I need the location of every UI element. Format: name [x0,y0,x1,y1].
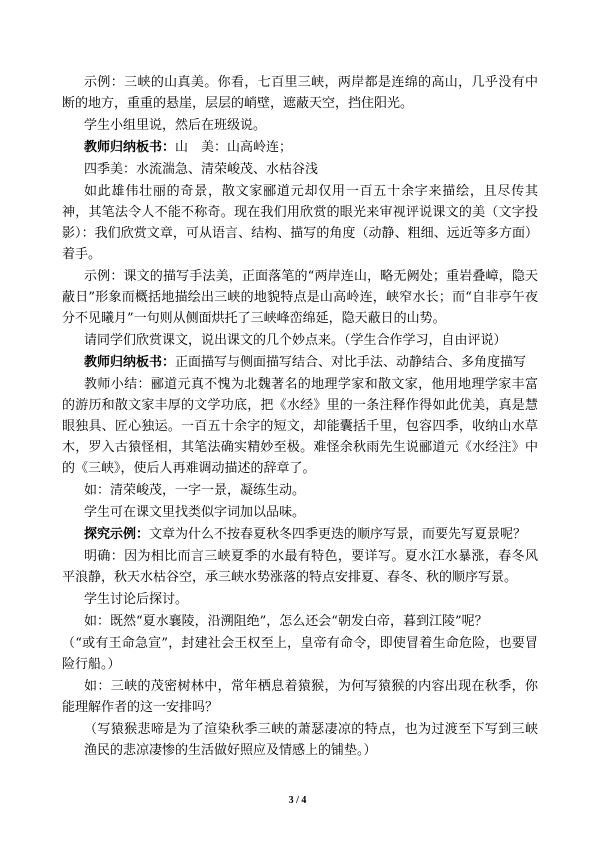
paragraph-question-monkey: 如：三峡的茂密树林中，常年栖息着猿猴，为何写猿猴的内容出现在秋季，你能理解作者的这一安排吗？ [62,679,538,715]
paragraph-clarification: 明确：因为相比而言三峡夏季的水最有特色，要详写。夏水江水暴涨，春冬风平浪静，秋天水枯谷空，承三峡水势涨落的特点安排夏、春冬、秋的顺序写景。 [62,549,538,585]
document-body [62,72,538,762]
paragraph-four-seasons: 四季美：水流湍急、清荣峻茂、水枯谷浅 [84,162,319,177]
paragraph-student-discuss: 学生讨论后探讨。 [84,592,189,607]
paragraph-appreciation-intro: 如此雄伟壮丽的奇景，散文家郦道元却仅用一百五十余字来描绘，且尽传其神，其笔法令人不能不称奇。现在我们用欣赏的眼光来审视评说课文的美（文字投影）：我们欣赏文章，可从语言、结构、描写的角度（动静、粗细、远近等多方面）着手。 [62,184,538,262]
paragraph-teacher-summary: 教师小结：郦道元真不愧为北魏著名的地理学家和散文家，他用地理学家丰富的游历和散文家丰厚的文学功底，把《水经》里的一条注释作得如此优美，真是慧眼独具、匠心独运。一百五十余字的短文，却能囊括千里，包容四季，收纳山水草木，罗入古猿怪相，其笔法确实精妙至极。难怪余秋雨先生说郦道元《水经注》中的《三峡》，使后人再难调动描述的辞章了。 [62,377,538,476]
paragraph-inquiry-example: 探究示例：文章为什么不按春夏秋冬四季更迭的顺序写景，而要先写夏景呢？ [84,527,527,542]
paragraph-example-mountain: 示例：三峡的山真美。你看，七百里三峡，两岸都是连绵的高山，几乎没有中断的地方，重重的悬崖，层层的峭壁，遮蔽天空，挡住阳光。 [62,75,538,111]
paragraph-example-word: 如：清荣峻茂，一字一景，凝练生动。 [84,483,306,498]
paragraph-example-technique: 示例：课文的描写手法美，正面落笔的“两岸连山，略无阙处；重岩叠嶂，隐天蔽日”形象而概括地描绘出三峡的地貌特点是山高岭连，峡窄水长；而“自非亭午夜分不见曦月”一句则从侧面烘托了三峡峰峦绵延，隐天蔽日的山势。 [62,269,538,326]
paragraph-group-discussion: 学生小组里说，然后在班级说。 [84,118,267,133]
page-number: 3 / 4 [288,795,307,806]
paragraph-question-summer: 如：既然“夏水襄陵，沿溯阻绝”，怎么还会“朝发白帝，暮到江陵”呢？ [84,614,488,629]
paragraph-answer-monkey: （写猿猴悲啼是为了渲染秋季三峡的萧瑟凄凉的特点，也为过渡至下写到三峡渔民的悲凉凄惨的生活做好照应及情感上的铺垫。） [84,722,538,758]
paragraph-student-find: 学生可在课文里找类似字词加以品味。 [84,505,306,520]
paragraph-answer-summer: （“或有王命急宣”，封建社会王权至上，皇帝有命令，即使冒着生命危险，也要冒险行船。） [62,636,538,672]
paragraph-board-techniques: 教师归纳板书：正面描写与侧面描写结合、对比手法、动静结合、多角度描写 [84,355,527,370]
paragraph-appreciate-task: 请同学们欣赏课文，说出课文的几个妙点来。（学生合作学习，自由评说） [84,333,507,348]
paragraph-board-mountain: 教师归纳板书：山 美：山高岭连； [84,140,293,155]
